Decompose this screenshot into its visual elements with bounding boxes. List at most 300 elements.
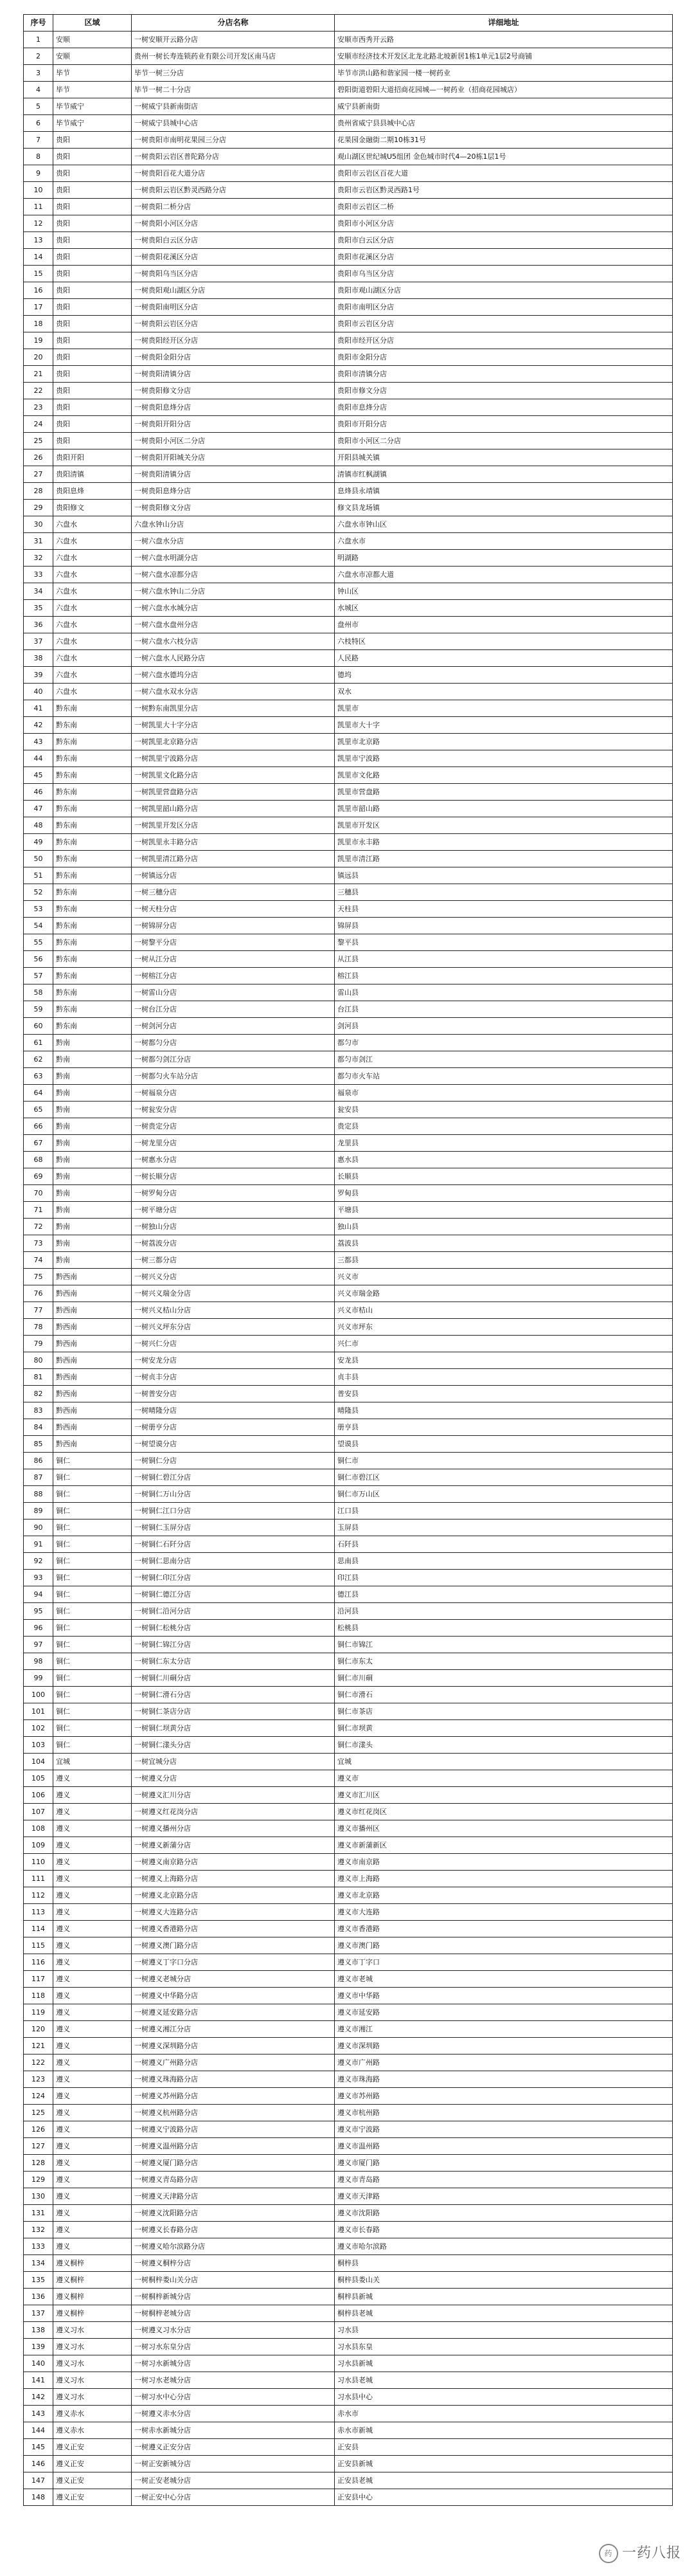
- table-row: [24, 533, 673, 550]
- row-index: 97: [24, 1637, 53, 1653]
- row-index: 9: [24, 165, 53, 182]
- table-row: [24, 383, 673, 399]
- row-region: 黔南: [53, 1135, 132, 1152]
- row-index: 55: [24, 934, 53, 951]
- row-region: 铜仁: [53, 1586, 132, 1603]
- row-address: 威宁县新南街: [335, 98, 673, 115]
- row-address: 贵州省威宁县县城中心店: [335, 115, 673, 132]
- row-store-name: 一树普安分店: [132, 1386, 335, 1402]
- table-row: [24, 617, 673, 633]
- row-address: 明湖路: [335, 550, 673, 567]
- row-region: 贵阳: [53, 132, 132, 149]
- row-address: 水城区: [335, 600, 673, 617]
- table-row: [24, 700, 673, 717]
- row-store-name: 一树贵阳金阳分店: [132, 349, 335, 366]
- table-row: [24, 867, 673, 884]
- row-region: 遵义正安: [53, 2439, 132, 2456]
- row-address: 三都县: [335, 1252, 673, 1269]
- table-row: [24, 316, 673, 332]
- row-index: 72: [24, 1219, 53, 1235]
- table-row: [24, 1302, 673, 1319]
- row-store-name: 一树铜仁碧江分店: [132, 1469, 335, 1486]
- row-address: 遵义市汇川区: [335, 1787, 673, 1804]
- row-index: 34: [24, 583, 53, 600]
- row-store-name: 一树贵阳云岩区普陀路分店: [132, 149, 335, 165]
- row-region: 贵阳: [53, 249, 132, 266]
- table-row: [24, 550, 673, 567]
- row-address: 正安县老城: [335, 2472, 673, 2489]
- row-store-name: 一树贵阳云岩区分店: [132, 316, 335, 332]
- row-store-name: 一树铜仁松桃分店: [132, 1620, 335, 1637]
- row-index: 116: [24, 1954, 53, 1971]
- row-region: 遵义: [53, 2222, 132, 2238]
- row-store-name: 一树遵义湘江分店: [132, 2021, 335, 2038]
- row-index: 87: [24, 1469, 53, 1486]
- row-address: 兴义市: [335, 1269, 673, 1285]
- row-region: 贵阳: [53, 266, 132, 282]
- table-row: [24, 2205, 673, 2222]
- table-row: [24, 2071, 673, 2088]
- row-address: 凯里市永丰路: [335, 834, 673, 851]
- table-row: [24, 98, 673, 115]
- row-address: 贵阳市清镇分店: [335, 366, 673, 383]
- row-store-name: 一树遵义北京路分店: [132, 1887, 335, 1904]
- row-index: 142: [24, 2389, 53, 2406]
- row-index: 132: [24, 2222, 53, 2238]
- row-address: 花果园金融街二期10栋31号: [335, 132, 673, 149]
- table-row: [24, 366, 673, 383]
- row-store-name: 一树独山分店: [132, 1219, 335, 1235]
- row-address: 凯里市: [335, 700, 673, 717]
- row-store-name: 一树习水新城分店: [132, 2355, 335, 2372]
- row-address: 凯里市韶山路: [335, 801, 673, 817]
- table-body: [24, 32, 673, 2506]
- row-index: 38: [24, 650, 53, 667]
- row-address: 都匀市: [335, 1035, 673, 1051]
- table-row: [24, 2188, 673, 2205]
- row-region: 黔东南: [53, 700, 132, 717]
- table-row: [24, 1102, 673, 1118]
- row-address: 遵义市哈尔滨路: [335, 2238, 673, 2255]
- row-region: 遵义: [53, 2105, 132, 2121]
- row-region: 遵义: [53, 1804, 132, 1820]
- row-address: 镇远县: [335, 867, 673, 884]
- row-index: 120: [24, 2021, 53, 2038]
- row-index: 50: [24, 851, 53, 867]
- row-address: 惠水县: [335, 1152, 673, 1168]
- row-store-name: 一树遵义天津路分店: [132, 2188, 335, 2205]
- table-row: [24, 2105, 673, 2121]
- row-region: 遵义桐梓: [53, 2305, 132, 2322]
- table-row: [24, 2439, 673, 2456]
- row-store-name: 一树凯里北京路分店: [132, 734, 335, 750]
- row-address: 遵义市珠海路: [335, 2071, 673, 2088]
- row-address: 习水县新城: [335, 2355, 673, 2372]
- row-index: 119: [24, 2004, 53, 2021]
- row-index: 135: [24, 2272, 53, 2289]
- table-row: [24, 1703, 673, 1720]
- row-store-name: 一树正安新城分店: [132, 2456, 335, 2472]
- table-row: [24, 567, 673, 583]
- table-row: [24, 1737, 673, 1754]
- row-store-name: 一树遵义老城分店: [132, 1971, 335, 1988]
- row-region: 铜仁: [53, 1453, 132, 1469]
- row-index: 64: [24, 1085, 53, 1102]
- row-store-name: 一树铜仁石阡分店: [132, 1536, 335, 1553]
- row-address: 遵义市湘江: [335, 2021, 673, 2038]
- row-store-name: 一树都匀分店: [132, 1035, 335, 1051]
- row-index: 100: [24, 1687, 53, 1703]
- table-row: [24, 1436, 673, 1453]
- row-address: 遵义市延安路: [335, 2004, 673, 2021]
- header-index: 序号: [24, 15, 53, 32]
- row-region: 六盘水: [53, 533, 132, 550]
- row-index: 60: [24, 1018, 53, 1035]
- row-region: 铜仁: [53, 1637, 132, 1653]
- row-store-name: 一树长顺分店: [132, 1168, 335, 1185]
- row-index: 43: [24, 734, 53, 750]
- row-index: 112: [24, 1887, 53, 1904]
- row-index: 47: [24, 801, 53, 817]
- row-index: 147: [24, 2472, 53, 2489]
- row-region: 铜仁: [53, 1653, 132, 1670]
- row-region: 黔东南: [53, 884, 132, 901]
- table-row: [24, 266, 673, 282]
- row-index: 123: [24, 2071, 53, 2088]
- row-store-name: 一树安龙分店: [132, 1352, 335, 1369]
- row-region: 遵义: [53, 1904, 132, 1921]
- row-index: 101: [24, 1703, 53, 1720]
- row-store-name: 一树遵义宁波路分店: [132, 2121, 335, 2138]
- row-store-name: 一树遵义正安分店: [132, 2439, 335, 2456]
- row-address: 开阳县城关镇: [335, 449, 673, 466]
- row-store-name: 一树铜仁沿河分店: [132, 1603, 335, 1620]
- watermark: [599, 2542, 681, 2563]
- row-region: 贵阳: [53, 232, 132, 249]
- row-index: 81: [24, 1369, 53, 1386]
- row-index: 118: [24, 1988, 53, 2004]
- row-address: 铜仁市漾头: [335, 1737, 673, 1754]
- row-address: 贵阳市云岩区二桥: [335, 199, 673, 215]
- row-index: 4: [24, 82, 53, 98]
- row-region: 铜仁: [53, 1603, 132, 1620]
- row-region: 黔南: [53, 1118, 132, 1135]
- row-address: 黎平县: [335, 934, 673, 951]
- row-index: 77: [24, 1302, 53, 1319]
- table-row: [24, 1453, 673, 1469]
- row-store-name: 一树册亨分店: [132, 1419, 335, 1436]
- table-row: [24, 1670, 673, 1687]
- row-region: 黔南: [53, 1068, 132, 1085]
- row-index: 48: [24, 817, 53, 834]
- row-region: 贵阳: [53, 416, 132, 433]
- row-store-name: 一树铜仁万山分店: [132, 1486, 335, 1503]
- row-store-name: 一树黎平分店: [132, 934, 335, 951]
- row-index: 134: [24, 2255, 53, 2272]
- row-index: 93: [24, 1570, 53, 1586]
- row-index: 117: [24, 1971, 53, 1988]
- table-row: [24, 1904, 673, 1921]
- row-address: 榕江县: [335, 968, 673, 984]
- row-index: 146: [24, 2456, 53, 2472]
- row-index: 11: [24, 199, 53, 215]
- row-index: 33: [24, 567, 53, 583]
- row-address: 遵义市长春路: [335, 2222, 673, 2238]
- row-store-name: 一树平塘分店: [132, 1202, 335, 1219]
- row-address: 普安县: [335, 1386, 673, 1402]
- table-row: [24, 951, 673, 968]
- row-store-name: 一树镇远分店: [132, 867, 335, 884]
- row-index: 24: [24, 416, 53, 433]
- row-store-name: 一树铜仁江口分店: [132, 1503, 335, 1519]
- row-address: 遵义市天津路: [335, 2188, 673, 2205]
- row-region: 黔南: [53, 1219, 132, 1235]
- table-row: [24, 1085, 673, 1102]
- row-index: 26: [24, 449, 53, 466]
- row-index: 2: [24, 48, 53, 65]
- table-row: [24, 1402, 673, 1419]
- row-address: 遵义市苏州路: [335, 2088, 673, 2105]
- table-row: [24, 2021, 673, 2038]
- row-index: 129: [24, 2172, 53, 2188]
- row-address: 钟山区: [335, 583, 673, 600]
- row-index: 84: [24, 1419, 53, 1436]
- row-index: 105: [24, 1770, 53, 1787]
- header-store-name: 分店名称: [132, 15, 335, 32]
- row-address: 贵阳市云岩区黔灵西路1号: [335, 182, 673, 199]
- row-index: 98: [24, 1653, 53, 1670]
- row-store-name: 一树遵义厦门路分店: [132, 2155, 335, 2172]
- row-store-name: 一树遵义澳门路分店: [132, 1937, 335, 1954]
- row-index: 96: [24, 1620, 53, 1637]
- row-region: 黔东南: [53, 801, 132, 817]
- row-region: 贵阳: [53, 366, 132, 383]
- row-index: 59: [24, 1001, 53, 1018]
- row-address: 凯里市文化路: [335, 767, 673, 784]
- row-index: 10: [24, 182, 53, 199]
- row-region: 黔西南: [53, 1319, 132, 1336]
- table-row: [24, 1419, 673, 1436]
- row-index: 54: [24, 918, 53, 934]
- row-address: 遵义市厦门路: [335, 2155, 673, 2172]
- row-region: 遵义: [53, 2088, 132, 2105]
- row-store-name: 一树铜仁思南分店: [132, 1553, 335, 1570]
- row-store-name: 一树雷山分店: [132, 984, 335, 1001]
- row-store-name: 一树凯里营盘路分店: [132, 784, 335, 801]
- row-address: 铜仁市锦江: [335, 1637, 673, 1653]
- row-index: 91: [24, 1536, 53, 1553]
- table-row: [24, 282, 673, 299]
- row-region: 贵阳: [53, 383, 132, 399]
- row-index: 8: [24, 149, 53, 165]
- row-address: 遵义市宁波路: [335, 2121, 673, 2138]
- row-index: 5: [24, 98, 53, 115]
- row-address: 贵定县: [335, 1118, 673, 1135]
- row-address: 清镇市红枫湖镇: [335, 466, 673, 483]
- row-store-name: 一树黔东南凯里分店: [132, 700, 335, 717]
- row-region: 贵阳: [53, 349, 132, 366]
- row-index: 3: [24, 65, 53, 82]
- row-address: 双水: [335, 684, 673, 700]
- row-index: 70: [24, 1185, 53, 1202]
- row-region: 贵阳: [53, 299, 132, 316]
- table-row: [24, 2038, 673, 2054]
- row-address: 龙里县: [335, 1135, 673, 1152]
- row-index: 1: [24, 32, 53, 48]
- row-index: 143: [24, 2406, 53, 2422]
- row-store-name: 一树三都分店: [132, 1252, 335, 1269]
- row-address: 习水县中心: [335, 2389, 673, 2406]
- row-store-name: 一树剑河分店: [132, 1018, 335, 1035]
- row-store-name: 一树威宁县城中心店: [132, 115, 335, 132]
- row-store-name: 一树遵义桐梓分店: [132, 2255, 335, 2272]
- row-index: 128: [24, 2155, 53, 2172]
- row-region: 六盘水: [53, 650, 132, 667]
- row-index: 42: [24, 717, 53, 734]
- row-region: 黔东南: [53, 984, 132, 1001]
- row-store-name: 一树遵义上海路分店: [132, 1871, 335, 1887]
- table-row: [24, 115, 673, 132]
- row-region: 贵阳修文: [53, 500, 132, 516]
- row-address: 遵义市南京路: [335, 1854, 673, 1871]
- row-store-name: 一树遵义香港路分店: [132, 1921, 335, 1937]
- row-store-name: 一树凯里清江路分店: [132, 851, 335, 867]
- table-row: [24, 784, 673, 801]
- row-region: 黔东南: [53, 817, 132, 834]
- row-region: 铜仁: [53, 1486, 132, 1503]
- table-row: [24, 2372, 673, 2389]
- row-index: 102: [24, 1720, 53, 1737]
- row-index: 21: [24, 366, 53, 383]
- row-store-name: 一树桐梓娄山关分店: [132, 2272, 335, 2289]
- row-address: 思南县: [335, 1553, 673, 1570]
- table-row: [24, 901, 673, 918]
- table-row: [24, 1971, 673, 1988]
- row-address: 凯里市北京路: [335, 734, 673, 750]
- table-row: [24, 1553, 673, 1570]
- row-address: 遵义市深圳路: [335, 2038, 673, 2054]
- row-address: 息烽县永靖镇: [335, 483, 673, 500]
- row-store-name: 一树习水中心分店: [132, 2389, 335, 2406]
- row-store-name: 一树都匀火车站分店: [132, 1068, 335, 1085]
- row-region: 黔西南: [53, 1402, 132, 1419]
- table-row: [24, 1135, 673, 1152]
- row-region: 遵义: [53, 1787, 132, 1804]
- row-index: 68: [24, 1152, 53, 1168]
- row-store-name: 一树贵阳息烽分店: [132, 399, 335, 416]
- row-region: 黔南: [53, 1168, 132, 1185]
- row-region: 黔东南: [53, 1001, 132, 1018]
- table-row: [24, 1469, 673, 1486]
- row-address: 平塘县: [335, 1202, 673, 1219]
- table-row: [24, 1637, 673, 1653]
- row-store-name: 一树六盘水人民路分店: [132, 650, 335, 667]
- row-index: 28: [24, 483, 53, 500]
- row-address: 兴义市瑞金路: [335, 1285, 673, 1302]
- row-index: 37: [24, 633, 53, 650]
- row-region: 遵义: [53, 1837, 132, 1854]
- row-address: 凯里市大十字: [335, 717, 673, 734]
- row-store-name: 一树赤水新城分店: [132, 2422, 335, 2439]
- table-row: [24, 1168, 673, 1185]
- row-store-name: 一树六盘水德坞分店: [132, 667, 335, 684]
- row-store-name: 一树宜城分店: [132, 1754, 335, 1770]
- row-index: 52: [24, 884, 53, 901]
- table-row: [24, 633, 673, 650]
- row-index: 75: [24, 1269, 53, 1285]
- row-store-name: 一树都匀剑江分店: [132, 1051, 335, 1068]
- table-row: [24, 2004, 673, 2021]
- table-row: [24, 1319, 673, 1336]
- row-store-name: 六盘水钟山分店: [132, 516, 335, 533]
- table-row: [24, 717, 673, 734]
- table-row: [24, 483, 673, 500]
- row-address: 铜仁市万山区: [335, 1486, 673, 1503]
- table-row: [24, 1804, 673, 1820]
- row-address: 贵阳市观山湖区分店: [335, 282, 673, 299]
- row-index: 57: [24, 968, 53, 984]
- table-row: [24, 2238, 673, 2255]
- row-store-name: 一树遵义大连路分店: [132, 1904, 335, 1921]
- row-store-name: 一树遵义深圳路分店: [132, 2038, 335, 2054]
- row-index: 139: [24, 2339, 53, 2355]
- row-address: 贵阳市云岩区百花大道: [335, 165, 673, 182]
- table-row: [24, 2422, 673, 2439]
- row-region: 贵阳息烽: [53, 483, 132, 500]
- table-row: [24, 801, 673, 817]
- table-row: [24, 48, 673, 65]
- row-region: 贵阳: [53, 332, 132, 349]
- row-index: 126: [24, 2121, 53, 2138]
- row-address: 贵阳市花溪区分店: [335, 249, 673, 266]
- table-row: [24, 2456, 673, 2472]
- row-address: 凯里市清江路: [335, 851, 673, 867]
- table-row: [24, 1687, 673, 1703]
- table-row: [24, 2322, 673, 2339]
- row-store-name: 毕节一树三分店: [132, 65, 335, 82]
- row-store-name: 一树六盘水凉都分店: [132, 567, 335, 583]
- row-store-name: 一树遵义红花岗分店: [132, 1804, 335, 1820]
- row-index: 25: [24, 433, 53, 449]
- row-region: 遵义: [53, 1820, 132, 1837]
- row-region: 毕节威宁: [53, 98, 132, 115]
- row-region: 铜仁: [53, 1687, 132, 1703]
- row-region: 安顺: [53, 48, 132, 65]
- row-region: 黔东南: [53, 851, 132, 867]
- row-store-name: 一树贵阳息烽分店: [132, 483, 335, 500]
- row-region: 黔东南: [53, 918, 132, 934]
- row-store-name: 一树铜仁滑石分店: [132, 1687, 335, 1703]
- row-address: 赤水市: [335, 2406, 673, 2422]
- table-row: [24, 500, 673, 516]
- row-index: 23: [24, 399, 53, 416]
- row-index: 83: [24, 1402, 53, 1419]
- row-store-name: 一树遵义中华路分店: [132, 1988, 335, 2004]
- row-region: 黔东南: [53, 734, 132, 750]
- table-row: [24, 1954, 673, 1971]
- row-address: 遵义市老城: [335, 1971, 673, 1988]
- row-region: 遵义: [53, 2155, 132, 2172]
- row-index: 13: [24, 232, 53, 249]
- table-row: [24, 934, 673, 951]
- table-row: [24, 750, 673, 767]
- row-index: 122: [24, 2054, 53, 2071]
- row-region: 遵义正安: [53, 2472, 132, 2489]
- table-row: [24, 2389, 673, 2406]
- row-region: 黔东南: [53, 784, 132, 801]
- row-index: 111: [24, 1871, 53, 1887]
- row-index: 51: [24, 867, 53, 884]
